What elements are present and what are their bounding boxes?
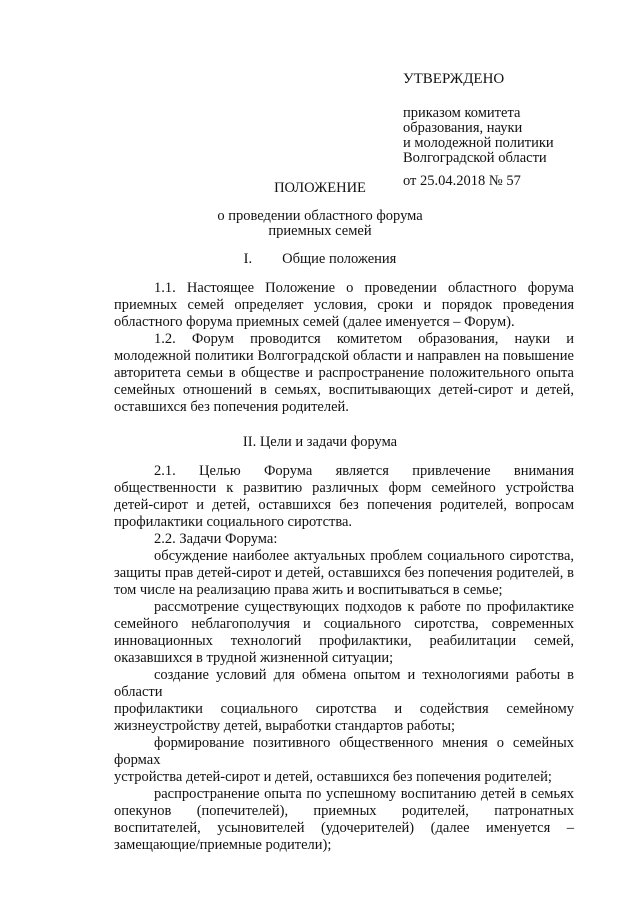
paragraph-1-1: 1.1. Настоящее Положение о проведении областного форума приемных семей определяет условия, сроки и порядок проведения областного форума приемных семей (далее именуется – Форум). [114,280,574,330]
task-item: обсуждение наиболее актуальных проблем социального сиротства, защиты прав детей-сирот и детей, оставшихся без попечения родителей, в том числе на реализацию права жить и воспитываться в семье; [114,548,574,598]
approval-stamp-block [403,72,623,189]
paragraph-2-1: 2.1. Целью Форума является привлечение внимания общественности к развитию различных форм семейного устройства детей-сирот и детей, оставшихся без попечения родителей, вопросам профилактики социального сиротства. [114,463,574,530]
task-item [114,667,574,735]
task-item-line: формирование позитивного общественного мнения о семейных формах [114,735,574,768]
section-1-number: I. [243,251,253,267]
task-item-line: профилактики социального сиротства и содействия семейному жизнеустройству детей, выработки стандартов работы; [114,701,574,734]
task-item: рассмотрение существующих подходов к работе по профилактике семейного неблагополучия и социального сиротства, современных инновационных технологий профилактики, реабилитации семей, оказавшихся в трудной жизненной ситуации; [114,599,574,666]
section-2-body [114,463,574,854]
task-item: распространение опыта по успешному воспитанию детей в семьях опекунов (попечителей), приемных родителей, патронатных воспитателей, усыновителей (удочерителей) (далее именуется – замещающие/приемные родители); [114,786,574,853]
document-title: ПОЛОЖЕНИЕ [274,180,366,196]
approval-line: образования, науки [403,120,523,136]
section-2-heading: II. Цели и задачи форума [242,434,398,450]
section-1-body [114,280,574,416]
paragraph-2-2: 2.2. Задачи Форума: [154,531,278,547]
section-1-heading [0,251,640,268]
task-item-line: создание условий для обмена опытом и технологиями работы в области [114,667,574,700]
task-item-line: устройства детей-сирот и детей, оставшихся без попечения родителей; [114,769,552,785]
document-subtitle [0,209,640,239]
order-date-number: от 25.04.2018 № 57 [403,173,521,189]
task-item [114,735,574,786]
section-1-title: Общие положения [282,251,397,267]
approval-line: и молодежной политики [403,135,554,151]
approval-line: приказом комитета [403,105,521,121]
approval-line: Волгоградской области [403,150,547,166]
approved-label: УТВЕРЖДЕНО [403,71,505,87]
subtitle-line: о проведении областного форума [217,208,423,224]
subtitle-line: приемных семей [268,223,372,239]
paragraph-1-2: 1.2. Форум проводится комитетом образования, науки и молодежной политики Волгоградской области и направлен на повышение авторитета семьи в обществе и распространение положительного опыта семейных отношений в семьях, воспитывающих детей-сирот и детей, оставшихся без попечения родителей. [114,331,574,415]
